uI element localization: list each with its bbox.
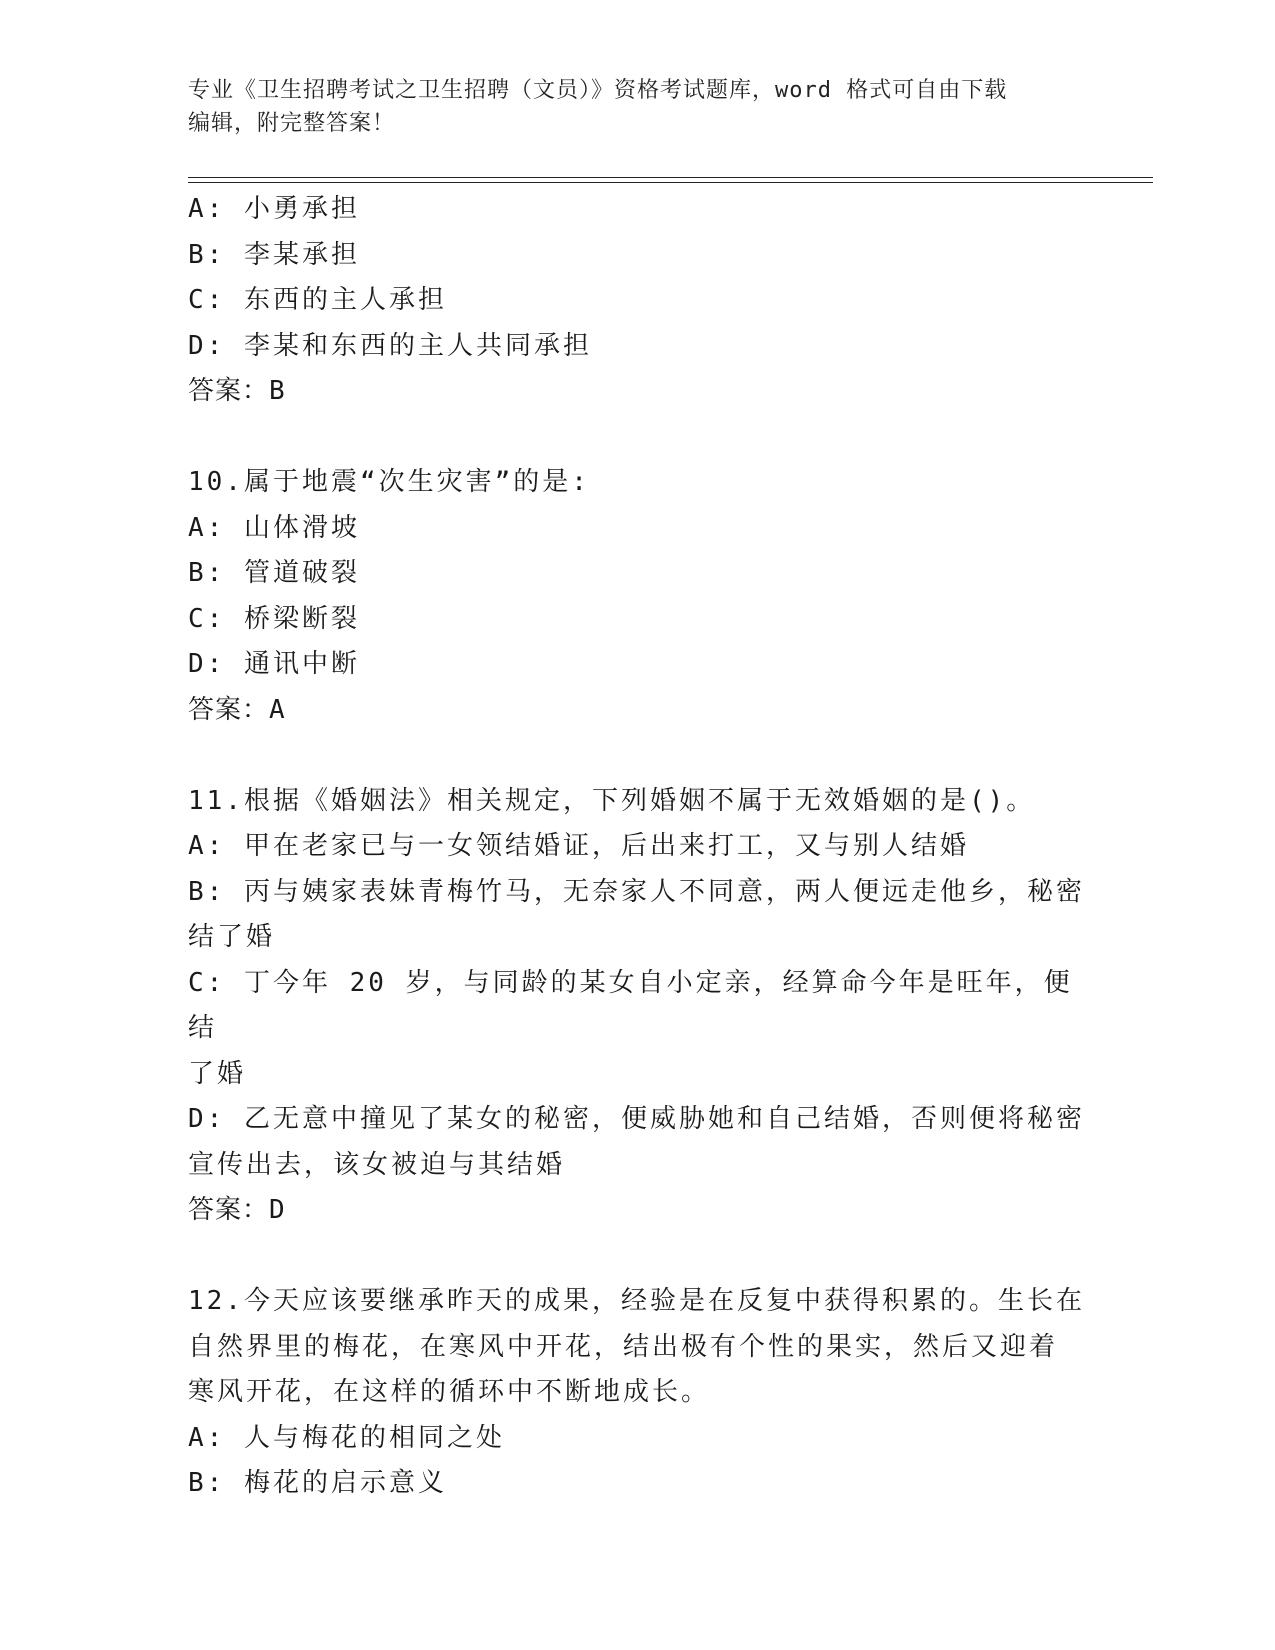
- q11-option-c-line-1: C: 丁今年 20 岁，与同龄的某女自小定亲，经算命今年是旺年，便结: [188, 967, 1073, 1043]
- question-12-block: [188, 1279, 1088, 1507]
- q9-option-c: C: 东西的主人承担: [188, 285, 447, 315]
- document-header: [188, 74, 1088, 140]
- q11-option-d-line-1: D: 乙无意中撞见了某女的秘密，便威胁她和自己结婚，否则便将秘密: [188, 1104, 1085, 1134]
- q10-answer: 答案：A: [188, 694, 286, 725]
- q11-option-b-line-2: 结了婚: [188, 922, 276, 952]
- q12-question-line-3: 寒风开花，在这样的循环中不断地成长。: [188, 1377, 711, 1407]
- question-9-block: [188, 187, 1088, 415]
- q11-question: 11.根据《婚姻法》相关规定，下列婚姻不属于无效婚姻的是()。: [188, 785, 1036, 816]
- q12-option-b: B: 梅花的启示意义: [188, 1468, 447, 1498]
- q10-option-a: A: 山体滑坡: [188, 512, 360, 543]
- q12-question-line-1: 12.今天应该要继承昨天的成果，经验是在反复中获得积累的。生长在: [188, 1286, 1085, 1316]
- q10-option-c: C: 桥梁断裂: [188, 603, 360, 634]
- q11-answer: 答案：D: [188, 1195, 286, 1225]
- q12-option-a: A: 人与梅花的相同之处: [188, 1422, 505, 1453]
- q11-option-c-line-2: 了婚: [188, 1058, 247, 1089]
- q9-option-d: D: 李某和东西的主人共同承担: [188, 330, 592, 361]
- q11-option-d-line-2: 宣传出去，该女被迫与其结婚: [188, 1149, 566, 1180]
- q11-option-a: A: 甲在老家已与一女领结婚证，后出来打工，又与别人结婚: [188, 831, 969, 861]
- document-body: [188, 187, 1088, 1507]
- header-line-2: 编辑，附完整答案！: [188, 111, 396, 136]
- question-11-block: [188, 779, 1088, 1234]
- q11-option-b-line-1: B: 丙与姨家表妹青梅竹马，无奈家人不同意，两人便远走他乡，秘密: [188, 876, 1085, 907]
- header-divider-bottom: [188, 182, 1153, 183]
- q12-question-line-2: 自然界里的梅花，在寒风中开花，结出极有个性的果实，然后又迎着: [188, 1331, 1059, 1362]
- header-line-1: 专业《卫生招聘考试之卫生招聘（文员）》资格考试题库，word 格式可自由下载: [188, 78, 1008, 103]
- spacer: [188, 733, 1088, 779]
- q9-answer: 答案：B: [188, 376, 286, 406]
- q10-option-d: D: 通讯中断: [188, 649, 360, 679]
- q10-question: 10.属于地震“次生灾害”的是:: [188, 467, 590, 497]
- spacer: [188, 415, 1088, 461]
- q10-option-b: B: 管道破裂: [188, 558, 360, 588]
- spacer: [188, 1234, 1088, 1280]
- question-10-block: [188, 460, 1088, 733]
- q9-option-a: A: 小勇承担: [188, 194, 360, 224]
- header-divider-top: [188, 177, 1153, 178]
- q9-option-b: B: 李某承担: [188, 239, 360, 270]
